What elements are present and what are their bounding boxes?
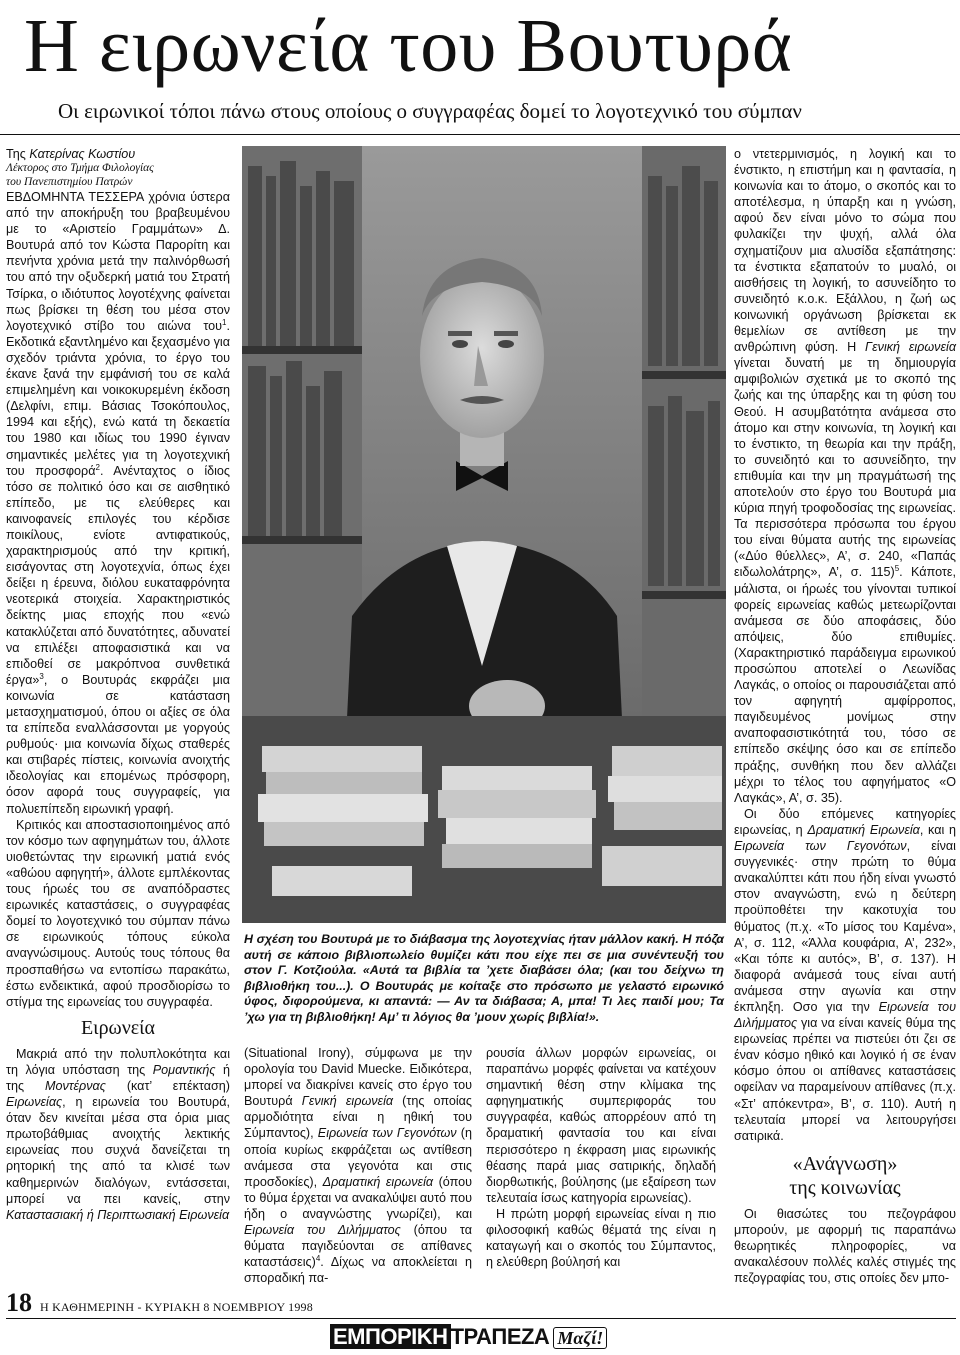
affiliation-line-2: του Πανεπιστημίου Πατρών <box>6 175 133 188</box>
author-photo-image <box>242 146 726 923</box>
section-heading-reading <box>734 1152 956 1200</box>
paragraph-text: . Ανένταχτος ο ίδιος τόσο σε πολιτικό όσο και σε αισθητικό επίπεδο, με τις ελεύθερες και καινοφανείς επιλογές του κέρδισε ποικίλους, ενίοτε αντιφατικούς, χαρακτηρισμούς από την κριτική, εισάγοντας στη λογοτεχνία, όπως έχει δείξει η έρευνα, διόλου ευκαταφρόνητα νεοτερικά στοιχεία. Χαρακτηριστικός δείκτης μιας εποχής που «ενώ κατακλύζεται από δυνατότητες, αδυνατεί να επιλέξει αποφασιστικά και να επιδοθεί σε μακρόπνοα συνθετικά έργα» <box>6 463 230 687</box>
photo-caption: Η σχέση του Βουτυρά με το διάβασμα της λογοτεχνίας ήταν μάλλον κακή. Η πόζα αυτή σε κάποιο βιβλιοπωλείο θυμίζει κάτι που είχε πει σε μια συνέντευξή του στον Γ. Κοτζιούλα. «Αυτά τα βιβλία τα ’χετε διαβάσει όλα; (και του δείχνω τη βιβλιοθήκη του...). Ο Βουτυράς με κοίταξε στο πρόσωπο με γελαστό ειρωνικό ύφος, διφορούμενα, κι απαντά: — Αν τα διάβασα; Α, μπα! Τι λες παιδί μου; Τα ’χω για τη βιβλιοθήκη! Αμ’ τι λόγιος θα ’μουν χωρίς βιβλία!». <box>244 932 724 1024</box>
logo-part-3: Μαζί! <box>553 1327 607 1349</box>
article-subheadline: Οι ειρωνικοί τόποι πάνω στους οποίους ο συγγραφέας δομεί το λογοτεχνικό του σύμπαν <box>58 99 802 123</box>
footer-divider <box>6 1318 956 1319</box>
paragraph-col4-3: Οι θιασώτες του πεζογράφου μπορούν, με αφορμή τις παραπάνω θεωρητικές πληροφορίες, να ανακαλέσουν πολλές καλές στιγμές της πεζογραφίας του, στις οποίες δεν μπο- <box>734 1206 956 1286</box>
author-photo <box>242 146 726 923</box>
footnote-ref: 2 <box>95 462 100 472</box>
paragraph-2: Κριτικός και αποστασιοποιημένος από τον κόσμο των αφηγημάτων του, άλλοτε υιοθετώντας την ειρωνική ματιά ενός «αθώου αφηγητή», άλλοτε εμπλέκοντας τους ήρωές του σε αναπόδραστες ειρωνικές καταστάσεις, ο συγγραφέας δομεί το λογοτεχνικό του σύμπαν πάνω σε ειρωνικούς τόπους εύκολα αναγνώσιμους. Αυτούς τους τόπους θα προσπαθήσω να εντοπίσω παρακάτω, έστω ενδεικτικά, αφού προσδιορίσω το στίγμα της ειρωνείας του συγγραφέα. <box>6 817 230 1009</box>
paragraph-text: ο ντετερμινισμός, η λογική και το ένστικτο, η επιστήμη και η φαντασία, η κοινωνία και το άτομο, ο σκοπός και το αποτέλεσμα, η ύπαρξη και η γνώση, αφού δεν είναι μόνο το σώμα που φυλακίζει την ψυχή, αλλά όλα σχηματίζουν μια αλυσίδα εξαπάτησης: τα ένστικτα εξαπατούν το μυαλό, οι αισθήσεις τη λογική, το ασυνείδητο το συνειδητό κ.ο.κ. Εξάλλου, η ζωή ως κοινωνική οργάνωση βρίσκεται εκ θεμελίων σε αντίθεση με την ανθρώπινη φύση. Η <box>734 147 956 355</box>
header-divider <box>0 134 960 135</box>
emphasis: Γενική ειρωνεία <box>864 340 956 355</box>
affiliation-line-1: Λέκτορος στο Τμήμα Φιλολογίας <box>6 162 154 174</box>
paragraph-1 <box>6 189 230 817</box>
paragraph-text: (Situational Irony), σύμφωνα με την ορολογία του David Muecke. Ειδικότερα, μπορεί να διακρίνει κανείς στο έργο του Βουτυρά <box>244 1046 472 1109</box>
paragraph-3 <box>6 1046 230 1223</box>
logo-part-2: ΤΡΑΠΕΖΑ <box>450 1324 550 1349</box>
paragraph-col4-2 <box>734 806 956 1144</box>
byline <box>6 146 230 162</box>
paragraph-text: , είναι συγγενικές· στην πρώτη το θύμα ανακαλύπτει κάτι που ήδη είναι γνωστό στον αναγνώστη, ενώ η δεύτερη προϋποθέτει την κακοτυχία του θύματος (π.χ. «Το μίσος του Καμένα», Α’, σ. 112, «Άλλα κουφάρια, Α’, 232», «Και τόπε κι αυτός», Β’, σ. 137). Η διαφορά ανάμεσά τους είναι αυτή ανάμεσα στην αγωνία και στην έκπληξη. Οσο για την <box>734 839 956 1014</box>
byline-affiliation <box>6 162 230 189</box>
paragraph-col3-2: Η πρώτη μορφή ειρωνείας είναι η πιο φιλοσοφική καθώς θέματά της είναι η καταγωγή και ο σκοπός του Σύμπαντος, η ελεύθερη βούλησή και <box>486 1206 716 1270</box>
paragraph-text: γίνεται δυνατή με τη δημιουργία αμφιβολιών σχετικά με το σκοπό της ζωής και της ύπαρξης και τη φύση του Θεού. Η ασυμβατότητα ανάμεσα στο άτομο και στην κοινωνία, τη λογική και το ένστικτο, τη θεωρία και την πράξη, το συνειδητό και το ασυνείδητο, την επιθυμία και την μη πραγμάτωσή της αποτελούν στο έργο του Βουτυρά μια κύρια πηγή τροφοδοσίας της ειρωνείας. Τα περισσότερα πρόσωπα του έργου του είναι θύματα αυτής της ειρωνείας («Δύο θύελλες», Α’, σ. 240, «Παπάς ειδωλολάτρης», Α’, σ. 115) <box>734 356 956 580</box>
paragraph-text: (της οποίας αρμοδιότητα είναι η ηθική του Σύμπαντος), <box>244 1094 473 1141</box>
byline-prefix: Της <box>6 147 30 161</box>
section-heading-irony: Ειρωνεία <box>80 1016 156 1039</box>
section-heading-line-1: «Ανάγνωση» <box>792 1152 898 1175</box>
paragraph-text: Μακριά από την πολυπλοκότητα και τη λόγια υπόσταση της <box>6 1046 230 1077</box>
emphasis: Καταστασιακή ή Περιπτωσιακή Ειρωνεία <box>6 1207 230 1222</box>
logo-part-1: ΕΜΠΟΡΙΚΗ <box>330 1324 451 1349</box>
paragraph-text: για να είναι κανείς θύμα της ειρωνείας πρέπει να πιστεύει ότι ζει σε έναν κόσμο ηθικό και λογικό ή σε έναν κόσμο όπου οι απίθανες καταστάσεις οφείλαν να παραμείνουν απίθανες (π.χ. «Στ’ απόκεντρα», Β’, σ. 110). Αυτή η τελευταία μπορεί να λειτουργήσει σατιρικά. <box>734 1016 956 1143</box>
paragraph-text: , ο Βουτυράς εκφράζει μια κοινωνία σε κατάσταση μετασχηματισμού, όπου οι αξίες σε όλα τα επίπεδα εναλλάσσονται με γοργούς ρυθμούς· μια κοινωνία δίχως σταθερές και στιβαρές πίστεις, κοινωνία ανοιχτής ιδεολογίας και επομένως πρόσφορη, όσον αφορά τους συγγραφείς, για πολυεπίπεδη ειρωνική γραφή. <box>6 672 230 816</box>
emphasis: Δραματική ειρωνεία <box>322 1174 434 1189</box>
paragraph-col2 <box>244 1045 472 1286</box>
footnote-ref: 3 <box>39 671 44 681</box>
emphasis: Ρομαντικής <box>152 1062 216 1077</box>
paragraph-text: Οι δύο επόμενες κατηγορίες ειρωνείας, η <box>734 806 956 837</box>
section-heading-line-2: της κοινωνίας <box>789 1176 901 1199</box>
article-headline: Η ειρωνεία του Βουτυρά <box>24 4 793 88</box>
paragraph-text: . Δίχως να αποκλείεται η σποραδική πα- <box>244 1255 472 1286</box>
page-number: 18 <box>6 1288 32 1317</box>
emphasis: Μοντέρνας <box>45 1078 106 1093</box>
paragraph-text: (όπου το θύμα έρχεται να ανακαλύψει αυτό που ήδη ο αναγνώστης γνωρίζει), και <box>244 1174 473 1221</box>
footnote-ref: 1 <box>222 317 227 327</box>
column-2 <box>244 1045 472 1286</box>
emphasis: Ειρωνεία των Γεγονότων <box>734 839 907 854</box>
column-4 <box>734 146 956 1286</box>
paragraph-text: (κατ’ επέκταση) <box>105 1078 230 1093</box>
emphasis: Ειρωνεία των Γεγονότων <box>317 1126 457 1141</box>
paragraph-text: (όπου τα θύματα παγιδεύονται σε απίθανες καταστάσεις) <box>244 1223 472 1270</box>
emphasis: Ειρωνεία του Διλήμματος <box>244 1223 401 1238</box>
footnote-ref: 4 <box>315 1254 321 1264</box>
paragraph-col4-1 <box>734 146 956 806</box>
footnote-ref: 5 <box>894 564 900 574</box>
column-3 <box>486 1045 716 1270</box>
lead-in: ΕΒΔΟΜΗΝΤΑ ΤΕΣΣΕΡΑ <box>6 190 144 204</box>
column-1 <box>6 146 230 1223</box>
paragraph-text: . Κάποτε, μάλιστα, οι ήρωές του γίνονται τυπικοί φορείς ειρωνείας καθώς μετεωρίζονται ανάμεσα σε δύο αποφάσεις, δύο απόψεις, δύο επιθυμίες. (Χαρακτηριστικό παράδειγμα ειρωνικού προσώπου αποτελεί ο Λεωνίδας Λαγκάς, ο οποίος οι παρουσιάζεται από τον αφηγητή αμφίρροπος, παγιδευμένος μονίμως στην αναποφασιστικότητά του, τόσο σε επίπεδο σκέψης όσο και σε επίπεδο πράξης, συνθήκη που δεν αλλάζει μέχρι το τέλος του αφηγήματος «Ο Λαγκάς», Α’, σ. 35). <box>734 565 956 805</box>
paragraph-text: ή της <box>6 1062 230 1093</box>
page-footer <box>6 1288 313 1318</box>
paragraph-text: χρόνια ύστερα από την αποκήρυξη του βραβευμένου με το «Αριστείο Γραμμάτων» Δ. Βουτυρά από τον Κώστα Παρορίτη και πενήντα χρόνια μετά την παλινόρθωσή του από την οξυδερκή ματιά του Στρατή Τσίρκα, ο ιδιότυπος λογοτέχνης φαίνεται πως βρίσκει τη θέση του μέσα στον λογοτεχνικό στίβο του αιώνα του <box>6 190 230 333</box>
byline-author: Κατερίνας Κωστίου <box>29 147 136 161</box>
paragraph-text: . Εκδοτικά εξαντλημένο και ξεχασμένο για σχεδόν τριάντα χρόνια, το έργο του έκανε ξανά την εμφάνισή του σε καλά επιμελημένη και νοικοκυρεμένη έκδοση (Δελφίνι, επιμ. Βάσιας Τσοκόπουλος, 1994 και εξής), ενώ κατά τη δεκαετία του 1980 και ιδίως του 1990 έγιναν σημαντικές μελέτες για τη λογοτεχνική του προσφορά <box>6 318 230 478</box>
paragraph-col3-1: ρουσία άλλων μορφών ειρωνείας, οι παραπάνω μορφές φαίνεται να κατέχουν σημαντική θέση στην κλίμακα της αφηγηματικής συμπεριφοράς του συγγραφέα, καθώς απορρέουν από τη δραματική φαντασία του και είναι περισσότερο η έκφραση μιας ειρωνικής θέασης παρά μιας σατιρικής, δηλαδή διορθωτικής, βούλησης (με εξαίρεση των τελευταία ίσως κατηγορία ειρωνείας). <box>486 1046 716 1205</box>
advertiser-logo <box>330 1322 607 1352</box>
emphasis: Ειρωνείας <box>6 1095 63 1110</box>
paragraph-text: , η ειρωνεία του Βουτυρά, όταν δεν κινείται μέσα στα όρια μιας πρωτοβάθμιας ανοιχτής λεκτικής ειρωνείας που συχνά δανείζεται τη ρητορική της από τα κλισέ των καθημερινών διαλόγων, εντάσσεται, μπορεί να πει κανείς, στην <box>6 1095 230 1206</box>
emphasis: Γενική ειρωνεία <box>301 1094 394 1109</box>
publication-line: Η ΚΑΘΗΜΕΡΙΝΗ - ΚΥΡΙΑΚΗ 8 ΝΟΕΜΒΡΙΟΥ 1998 <box>40 1300 313 1314</box>
emphasis: Ειρωνεία του Διλήμματος <box>734 999 956 1031</box>
paragraph-text: (η οποία κυρίως εκφράζεται ως αντίθεση ανάμεσα στα γεγονότα και στις προσδοκίες), <box>244 1126 472 1189</box>
paragraph-text: , και η <box>919 822 956 837</box>
emphasis: Δραματική Ειρωνεία <box>807 822 920 837</box>
